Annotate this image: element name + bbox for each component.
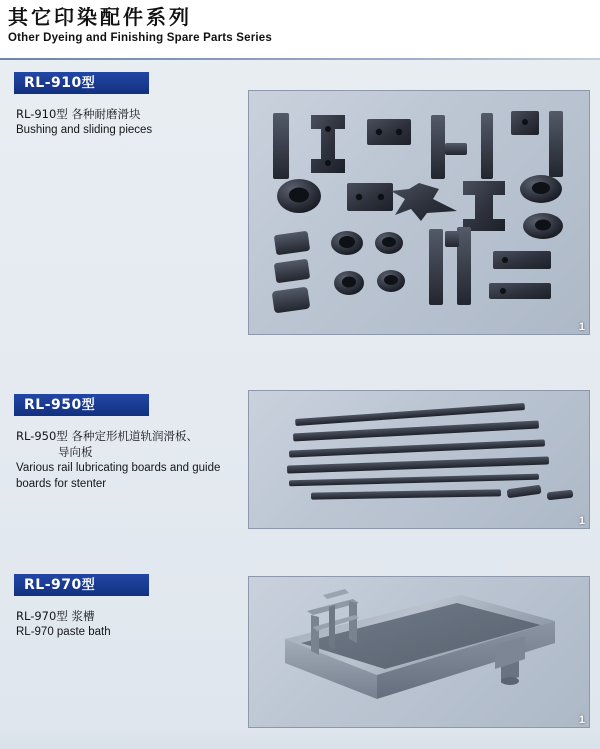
paste-bath-illustration bbox=[249, 577, 589, 727]
model-tag-label: RL-970 bbox=[24, 577, 82, 593]
caption-en: Bushing and sliding pieces bbox=[16, 124, 153, 136]
caption-cn: RL-970型 浆槽 bbox=[16, 609, 95, 623]
model-tag-rl-970 bbox=[14, 574, 149, 596]
product-section-rl-970 bbox=[0, 570, 600, 730]
model-tag-label: RL-950 bbox=[24, 397, 82, 413]
caption-cn: RL-910型 各种耐磨滑块 bbox=[16, 107, 141, 121]
caption-cn-line2: 导向板 bbox=[58, 445, 93, 459]
photo-number: 1 bbox=[578, 515, 585, 527]
product-photo-rl-950 bbox=[248, 390, 590, 529]
page-footer-area bbox=[0, 730, 600, 749]
caption-rl-970 bbox=[16, 608, 231, 640]
product-section-rl-910 bbox=[0, 68, 600, 333]
page-header bbox=[0, 0, 600, 58]
model-tag-suffix: 型 bbox=[81, 398, 96, 413]
caption-en: RL-970 paste bath bbox=[16, 626, 111, 638]
bushing-sliding-pieces-illustration bbox=[249, 91, 589, 334]
caption-rl-910 bbox=[16, 106, 231, 138]
model-tag-label: RL-910 bbox=[24, 75, 82, 91]
model-tag-rl-910 bbox=[14, 72, 149, 94]
model-tag-suffix: 型 bbox=[81, 76, 96, 91]
page-title-en: Other Dyeing and Finishing Spare Parts Series bbox=[8, 32, 272, 44]
model-tag-rl-950 bbox=[14, 394, 149, 416]
page-title-cn: 其它印染配件系列 bbox=[8, 5, 192, 29]
caption-en: Various rail lubricating boards and guide boards for stenter bbox=[16, 462, 221, 490]
product-photo-rl-970 bbox=[248, 576, 590, 728]
photo-number: 1 bbox=[578, 321, 585, 333]
rail-lubricating-boards-illustration bbox=[249, 391, 589, 528]
photo-number: 1 bbox=[578, 714, 585, 726]
product-section-rl-950 bbox=[0, 390, 600, 545]
caption-rl-950 bbox=[16, 428, 231, 492]
model-tag-suffix: 型 bbox=[81, 578, 96, 593]
caption-cn: RL-950型 各种定形机道轨润滑板、 bbox=[16, 429, 198, 443]
header-divider bbox=[0, 58, 600, 60]
product-photo-rl-910 bbox=[248, 90, 590, 335]
